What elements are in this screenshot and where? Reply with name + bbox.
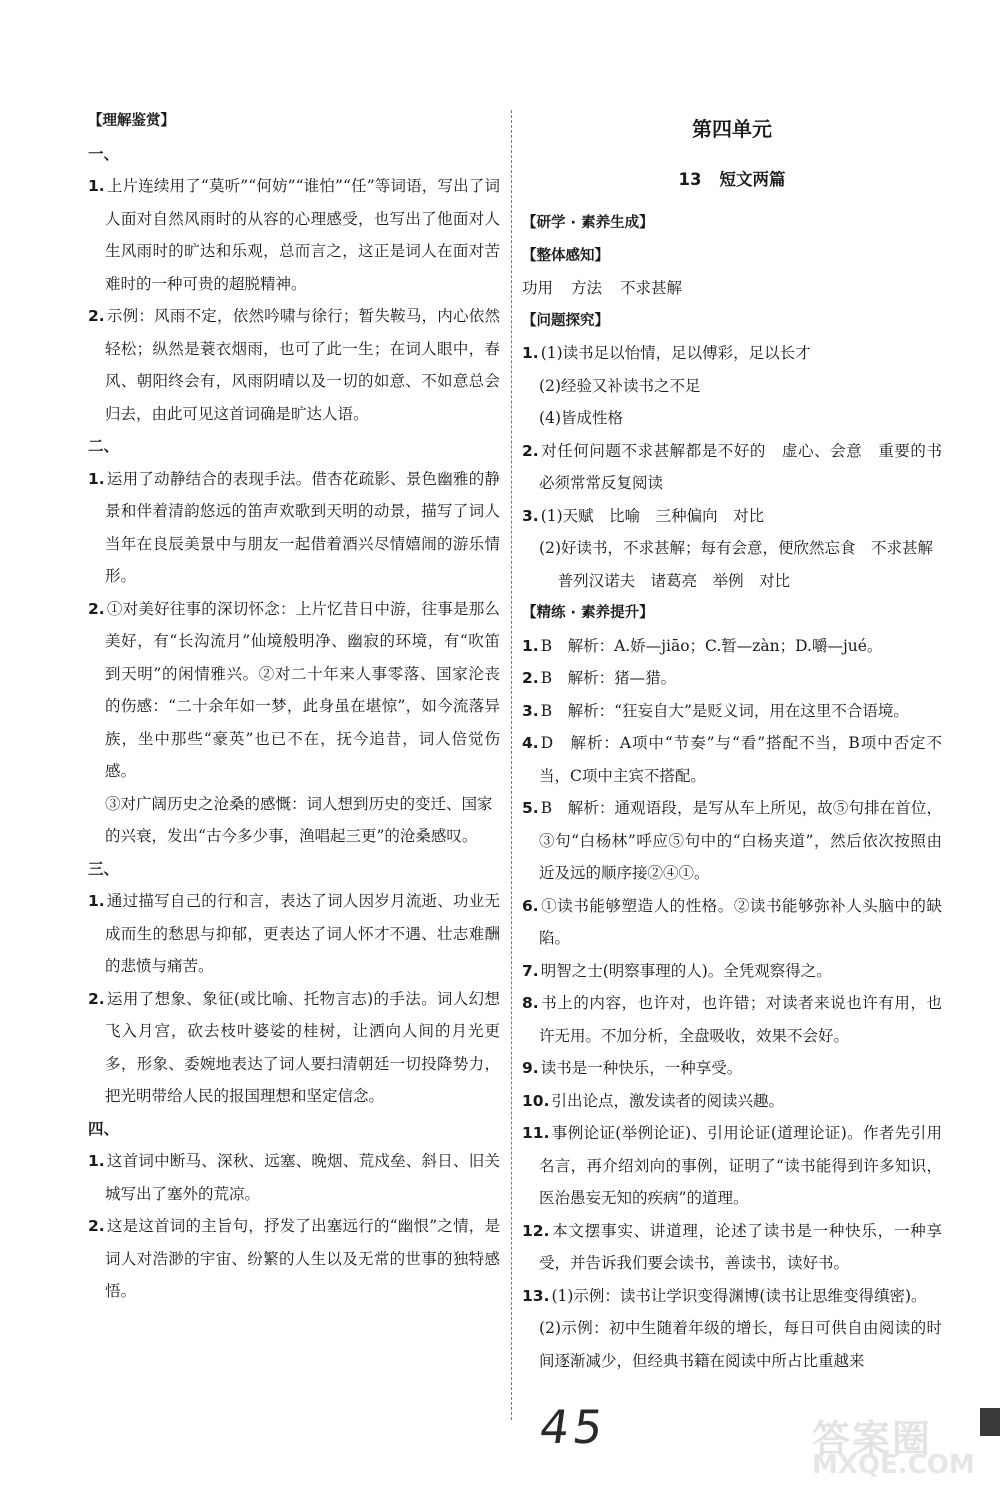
item-text: 上片连续用了“莫听”“何妨”“谁怕”“任”等词语，写出了词人面对自然风雨时的从容的心理感受，也写出了他面对人生风雨时的旷达和乐观，总而言之，这正是词人在面对苦难时的一种可贵的超脱精神。	[105, 177, 500, 293]
answer-item	[522, 1052, 942, 1085]
item-continuation: (2)经验又补读书之不足	[539, 376, 701, 395]
item-text: 书上的内容，也许对，也许错；对读者来说也许有用，也许无用。不加分析，全盘吸收，效果不会好。	[539, 994, 942, 1045]
right-column	[522, 105, 942, 1377]
item-number: 1.	[88, 469, 105, 488]
item-text: 读书是一种快乐，一种享受。	[540, 1059, 743, 1077]
item-continuation: 普列汉诺夫 诸葛亮 举例 对比	[557, 571, 791, 590]
item-number: 1.	[88, 1152, 105, 1170]
item-number: 2.	[522, 441, 539, 460]
section-header-study: 【研学 · 素养生成】	[522, 215, 654, 231]
item-text: D 解析：A项中“节奏”与“看”搭配不当，B项中否定不当，C项中主宾不搭配。	[539, 734, 942, 785]
section-two-label: 二、	[88, 436, 120, 455]
answer-item	[522, 1280, 942, 1313]
answer-item	[522, 662, 942, 695]
item-number: 2.	[88, 1217, 105, 1235]
item-continuation: (4)皆成性格	[539, 409, 624, 427]
lesson-title	[522, 153, 942, 207]
page-corner-tab	[980, 1408, 1000, 1436]
section-header-practice: 【精练 · 素养提升】	[522, 605, 654, 621]
item-text: 这首词中断马、深秋、远塞、晚烟、荒戍垒、斜日、旧关城写出了塞外的荒凉。	[105, 1152, 500, 1203]
section-three-label: 三、	[88, 858, 120, 878]
answer-item	[522, 1117, 942, 1215]
item-number: 6.	[522, 896, 539, 915]
lesson-number: 13	[678, 170, 702, 189]
overall-word: 功用	[522, 279, 554, 297]
watermark-logo: 答案圈	[812, 1417, 933, 1461]
section-header-inquiry: 【问题探究】	[522, 312, 609, 329]
item-text: ①对美好往事的深切怀念：上片忆昔日中游，往事是那么美好，有“长沟流月”仙境般明净、幽寂的环境，有“吹笛到天明”的闲情雅兴。②对二十年来人事零落、国家沦丧的伤感：“二十余年如一梦，此身虽在堪惊”，如今流落异族，坐中那些“豪英”也已不在，抚今追昔，词人倍觉伤感。	[105, 599, 500, 780]
answer-item	[522, 727, 942, 792]
answer-item	[88, 463, 500, 593]
column-divider	[511, 110, 512, 1420]
item-number: 5.	[522, 799, 539, 817]
answer-item	[88, 983, 500, 1113]
item-text: 示例：风雨不定，依然吟啸与徐行；暂失鞍马，内心依然轻松；纵然是蓑衣烟雨，也可了此一生；在词人眼中，春风、朝阳终会有，风雨阴晴以及一切的如意、不如意总会归去，由此可见这首词确是旷达人语。	[105, 307, 500, 423]
item-text: ①读书能够塑造人的性格。②读书能够弥补人头脑中的缺陷。	[539, 896, 942, 947]
answer-item	[522, 337, 942, 370]
item-number: 1.	[522, 636, 539, 655]
answer-item	[88, 885, 500, 983]
overall-word: 方法	[571, 279, 603, 297]
item-number: 8.	[522, 994, 539, 1012]
overall-words	[522, 272, 942, 305]
answer-item	[88, 1145, 500, 1210]
item-text: (1)示例：读书让学识变得渊博(读书让思维变得缜密)。	[551, 1286, 927, 1305]
left-column	[88, 105, 500, 1308]
item-text: (1)读书足以怡情，足以傅彩，足以长才	[540, 344, 811, 362]
section-one-label: 一、	[88, 143, 120, 163]
handwritten-page-number: 45	[536, 1400, 611, 1454]
item-number: 11.	[522, 1124, 550, 1142]
item-text: B 解析：猪—猎。	[540, 669, 677, 687]
answer-item	[522, 890, 942, 955]
item-text: 本文摆事实、讲道理，论述了读书是一种快乐，一种享受，并告诉我们要会读书，善读书，读好书。	[539, 1221, 942, 1272]
item-number: 2.	[522, 669, 539, 687]
watermark-url: MXQE.COM	[812, 1450, 975, 1480]
item-number: 1.	[88, 892, 105, 910]
answer-item	[88, 300, 500, 430]
item-number: 7.	[522, 961, 539, 980]
item-text: (1)天赋 比喻 三种偏向 对比	[540, 506, 765, 525]
answer-item	[522, 792, 942, 890]
item-number: 9.	[522, 1059, 539, 1077]
item-number: 3.	[522, 506, 539, 525]
answer-item	[522, 630, 942, 663]
lesson-name: 短文两篇	[719, 170, 786, 189]
item-text: 明智之士(明察事理的人)。全凭观察得之。	[540, 961, 832, 980]
item-continuation: (2)好读书，不求甚解；每有会意，便欣然忘食 不求甚解	[539, 539, 934, 557]
item-text: B 解析：“狂妄自大”是贬义词，用在这里不合语境。	[540, 701, 909, 720]
item-number: 1.	[522, 344, 539, 362]
answer-item	[522, 987, 942, 1052]
item-text: B 解析：通观语段，是写从车上所见，故⑤句排在首位，③句“白杨林”呼应⑤句中的“白杨夹道”，然后依次按照由近及远的顺序接②④①。	[539, 799, 942, 882]
item-number: 2.	[88, 599, 105, 618]
item-text: 对任何问题不求甚解都是不好的 虚心、会意 重要的书必须常常反复阅读	[539, 441, 942, 492]
answer-item	[88, 170, 500, 300]
item-continuation: (2)示例：初中生随着年级的增长，每日可供自由阅读的时间逐渐减少，但经典书籍在阅读中所占比重越来	[539, 1319, 942, 1370]
item-number: 13.	[522, 1286, 550, 1305]
item-number: 2.	[88, 307, 105, 325]
answer-item	[522, 955, 942, 988]
item-number: 4.	[522, 734, 539, 752]
section-header-comprehension: 【理解鉴赏】	[88, 113, 175, 129]
answer-item	[88, 1210, 500, 1308]
item-text: B 解析：A.娇—jiāo；C.暂—zàn；D.嚼—jué。	[540, 636, 883, 655]
item-text: 运用了动静结合的表现手法。借杏花疏影、景色幽雅的静景和伴着清韵悠远的笛声欢歌到天明的动景，描写了词人当年在良辰美景中与朋友一起借着酒兴尽情嬉闹的游乐情形。	[105, 469, 500, 585]
unit-title: 第四单元	[692, 117, 772, 141]
item-text: 通过描写自己的行和言，表达了词人因岁月流逝、功业无成而生的愁思与抑郁，更表达了词人怀才不遇、壮志难酬的悲愤与痛苦。	[105, 892, 500, 975]
overall-word: 不求甚解	[620, 279, 683, 297]
answer-item	[522, 435, 942, 500]
item-number: 12.	[522, 1221, 550, 1240]
item-number: 3.	[522, 701, 539, 720]
answer-item	[522, 500, 942, 533]
item-text: 运用了想象、象征(或比喻、托物言志)的手法。词人幻想飞入月宫，砍去枝叶婆娑的桂树，让洒向人间的月光更多，形象、委婉地表达了词人要扫清朝廷一切投降势力，把光明带给人民的报国理想和坚定信念。	[105, 989, 500, 1105]
answer-item	[522, 695, 942, 728]
answer-item	[88, 593, 500, 788]
item-number: 10.	[522, 1091, 550, 1110]
item-number: 1.	[88, 177, 105, 195]
section-four-label: 四、	[88, 1118, 120, 1138]
item-text: 引出论点，激发读者的阅读兴趣。	[551, 1091, 784, 1110]
item-text: 事例论证(举例论证)、引用论证(道理论证)。作者先引用名言，再介绍刘向的事例，证明了“读书能得到许多知识，医治愚妄无知的疾病”的道理。	[539, 1124, 942, 1207]
item-number: 2.	[88, 989, 105, 1008]
answer-item	[522, 1215, 942, 1280]
item-continuation: ③对广阔历史之沧桑的感慨：词人想到历史的变迁、国家的兴衰，发出“古今多少事，渔唱起三更”的沧桑感叹。	[105, 794, 493, 845]
item-text: 这是这首词的主旨句，抒发了出塞远行的“幽恨”之情，是词人对浩渺的宇宙、纷繁的人生以及无常的世事的独特感悟。	[105, 1217, 500, 1300]
answer-item	[522, 1085, 942, 1118]
section-header-overall: 【整体感知】	[522, 247, 609, 264]
